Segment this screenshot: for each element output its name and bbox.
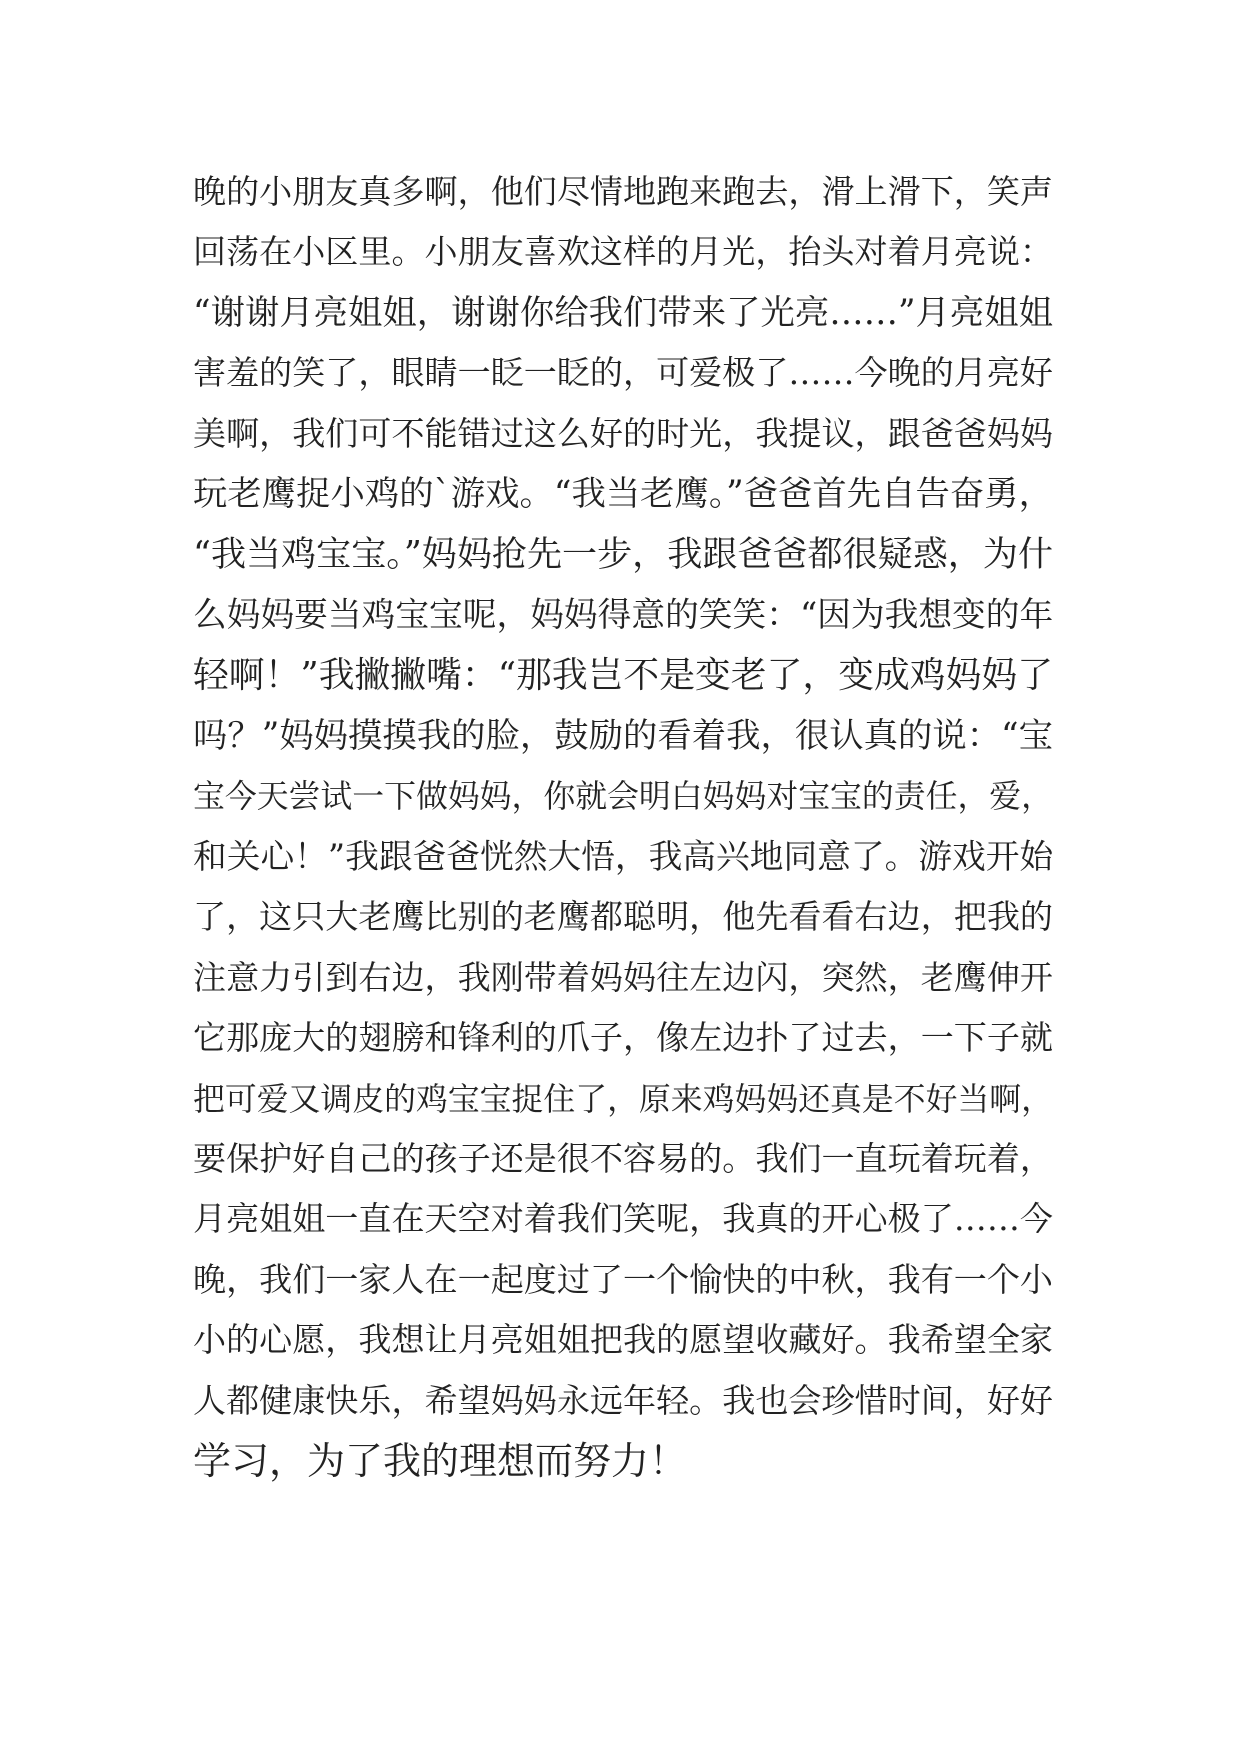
text-line: 害羞的笑了，眼睛一眨一眨的，可爱极了……今晚的月亮好 — [193, 353, 1053, 393]
text-line: 月亮姐姐一直在天空对着我们笑呢，我真的开心极了……今 — [193, 1199, 1053, 1239]
text-line: 学习，为了我的理想而努力！ — [193, 1439, 688, 1484]
text-line: 把可爱又调皮的鸡宝宝捉住了，原来鸡妈妈还真是不好当啊， — [193, 1079, 1053, 1118]
text-line: 玩老鹰捉小鸡的`游戏。“我当老鹰。”爸爸首先自告奋勇， — [193, 474, 1053, 515]
text-line: 宝今天尝试一下做妈妈，你就会明白妈妈对宝宝的责任，爱， — [193, 777, 1053, 816]
text-line: 要保护好自己的孩子还是很不容易的。我们一直玩着玩着， — [193, 1139, 1053, 1178]
text-line: 小的心愿，我想让月亮姐姐把我的愿望收藏好。我希望全家 — [193, 1320, 1053, 1360]
text-line: 吗？”妈妈摸摸我的脸，鼓励的看着我，很认真的说：“宝 — [193, 715, 1053, 756]
text-line: 么妈妈要当鸡宝宝呢，妈妈得意的笑笑：“因为我想变的年 — [193, 595, 1054, 635]
text-line: 美啊，我们可不能错过这么好的时光，我提议，跟爸爸妈妈 — [193, 413, 1053, 453]
text-line: 回荡在小区里。小朋友喜欢这样的月光，抬头对着月亮说： — [193, 232, 1053, 272]
text-line: “谢谢月亮姐姐，谢谢你给我们带来了光亮……”月亮姐姐 — [193, 292, 1053, 333]
body-text — [193, 162, 1053, 1492]
text-line: 和关心！”我跟爸爸恍然大悟，我高兴地同意了。游戏开始 — [193, 836, 1054, 876]
text-line: 人都健康快乐，希望妈妈永远年轻。我也会珍惜时间，好好 — [193, 1380, 1053, 1420]
text-line: 它那庞大的翅膀和锋利的爪子，像左边扑了过去，一下子就 — [193, 1018, 1053, 1058]
text-line: “我当鸡宝宝。”妈妈抢先一步，我跟爸爸都很疑惑，为什 — [193, 533, 1053, 575]
text-line: 轻啊！”我撇撇嘴：“那我岂不是变老了，变成鸡妈妈了 — [193, 654, 1053, 696]
text-line: 注意力引到右边，我刚带着妈妈往左边闪，突然，老鹰伸开 — [193, 957, 1053, 997]
text-line: 晚，我们一家人在一起度过了一个愉快的中秋，我有一个小 — [193, 1259, 1053, 1299]
text-line: 晚的小朋友真多啊，他们尽情地跑来跑去，滑上滑下，笑声 — [193, 172, 1053, 211]
text-line: 了，这只大老鹰比别的老鹰都聪明，他先看看右边，把我的 — [193, 897, 1053, 937]
